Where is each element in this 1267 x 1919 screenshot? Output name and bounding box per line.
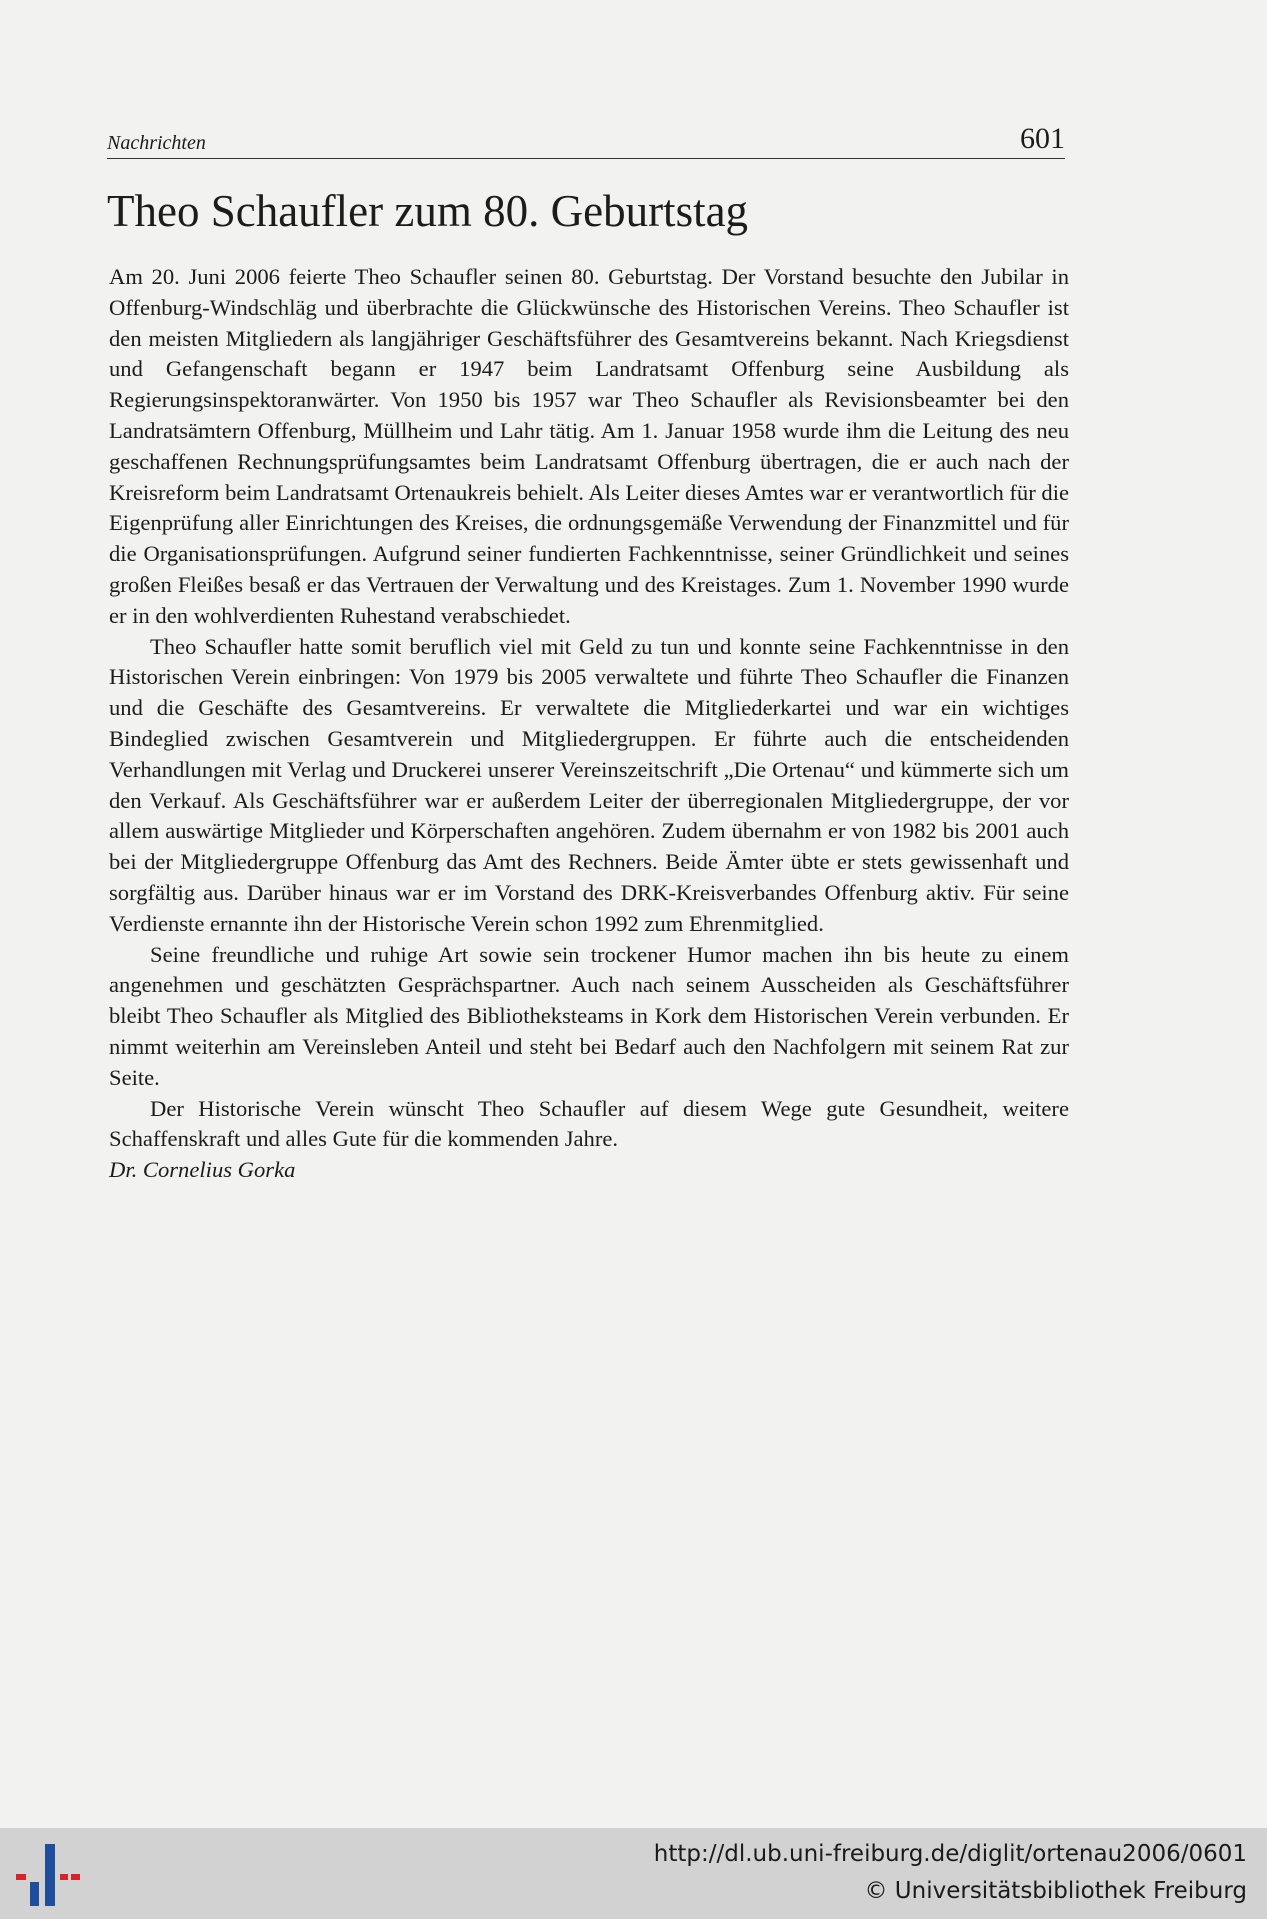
author-signature: Dr. Cornelius Gorka (109, 1157, 296, 1183)
running-title: Nachrichten (107, 132, 206, 154)
paragraph: Theo Schaufler hatte somit beruflich viel mit Geld zu tun und konnte seine Fachkenntnisse in den Historischen Verein einbringen: Von 1979 bis 2005 verwaltete und führte Theo Schaufler die Finanzen und die Geschäfte des Gesamtvereins. Er verwaltete die Mitgliederkartei und war ein wichtiges Bindeglied zwischen Gesamtverein und Mitgliedergruppen. Er führte auch die entscheidenden Verhandlungen mit Verlag und Druckerei unserer Vereinszeitschrift „Die Ortenau“ und kümmerte sich um den Verkauf. Als Geschäftsführer war er außerdem Leiter der überregionalen Mitgliedergruppe, der vor allem auswärtige Mitglieder und Körperschaften angehören. Zudem übernahm er von 1982 bis 2001 auch bei der Mitgliedergruppe Offenburg das Amt des Rechners. Beide Ämter übte er stets gewissenhaft und sorgfältig aus. Darüber hinaus war er im Vorstand des DRK-Kreisverbandes Offenburg aktiv. Für seine Verdienste ernannte ihn der Historische Verein schon 1992 zum Ehrenmitglied. (109, 633, 1069, 936)
paragraph: Am 20. Juni 2006 feierte Theo Schaufler seinen 80. Geburtstag. Der Vorstand besuchte den Jubilar in Offenburg-Windschläg und überbrachte die Glückwünsche des Historischen Vereins. Theo Schaufler ist den meisten Mitgliedern als langjähriger Geschäftsführer des Gesamtvereins bekannt. Nach Kriegsdienst und Gefangenschaft begann er 1947 beim Landratsamt Offenburg seine Ausbildung als Regierungsinspektoranwärter. Von 1950 bis 1957 war Theo Schaufler als Revisionsbeamter bei den Landratsämtern Offenburg, Müllheim und Lahr tätig. Am 1. Januar 1958 wurde ihm die Leitung des neu geschaffenen Rechnungsprüfungsamtes beim Landratsamt Offenburg übertragen, die er auch nach der Kreisreform beim Landratsamt Ortenaukreis behielt. Als Leiter dieses Amtes war er verantwortlich für die Eigenprüfung aller Einrichtungen des Kreises, die ordnungsgemäße Verwendung der Finanzmittel und für die Organisationsprüfungen. Aufgrund seiner fundierten Fachkenntnisse, seiner Gründlichkeit und seines großen Fleißes besaß er das Vertrauen der Verwaltung und des Kreistages. Zum 1. November 1990 wurde er in den wohlverdienten Ruhestand verabschiedet. (109, 264, 1069, 628)
page-number: 601 (1020, 122, 1065, 155)
paragraph: Der Historische Verein wünscht Theo Schaufler auf diesem Wege gute Gesundheit, weitere Schaffenskraft und alles Gute für die kommenden Jahre. (109, 1095, 1069, 1152)
paragraph: Seine freundliche und ruhige Art sowie sein trockener Humor machen ihn bis heute zu einem angenehmen und geschätzten Gesprächspartner. Auch nach seinem Ausscheiden als Geschäftsführer bleibt Theo Schaufler als Mitglied des Bibliotheksteams in Kork dem Historischen Verein verbunden. Er nimmt weiterhin am Vereinsleben Anteil und steht bei Bedarf auch den Nachfolgern mit seinem Rat zur Seite. (109, 941, 1069, 1090)
article-title: Theo Schaufler zum 80. Geburtstag (107, 186, 749, 236)
article-body (109, 262, 1069, 1186)
copyright-notice: © Universitätsbibliothek Freiburg (864, 1878, 1247, 1904)
running-header (107, 122, 1065, 159)
footer-url-link[interactable]: http://dl.ub.uni-freiburg.de/diglit/ortenau2006/0601 (653, 1841, 1247, 1867)
footer-bar (0, 1828, 1267, 1919)
library-logo-icon (16, 1842, 80, 1908)
